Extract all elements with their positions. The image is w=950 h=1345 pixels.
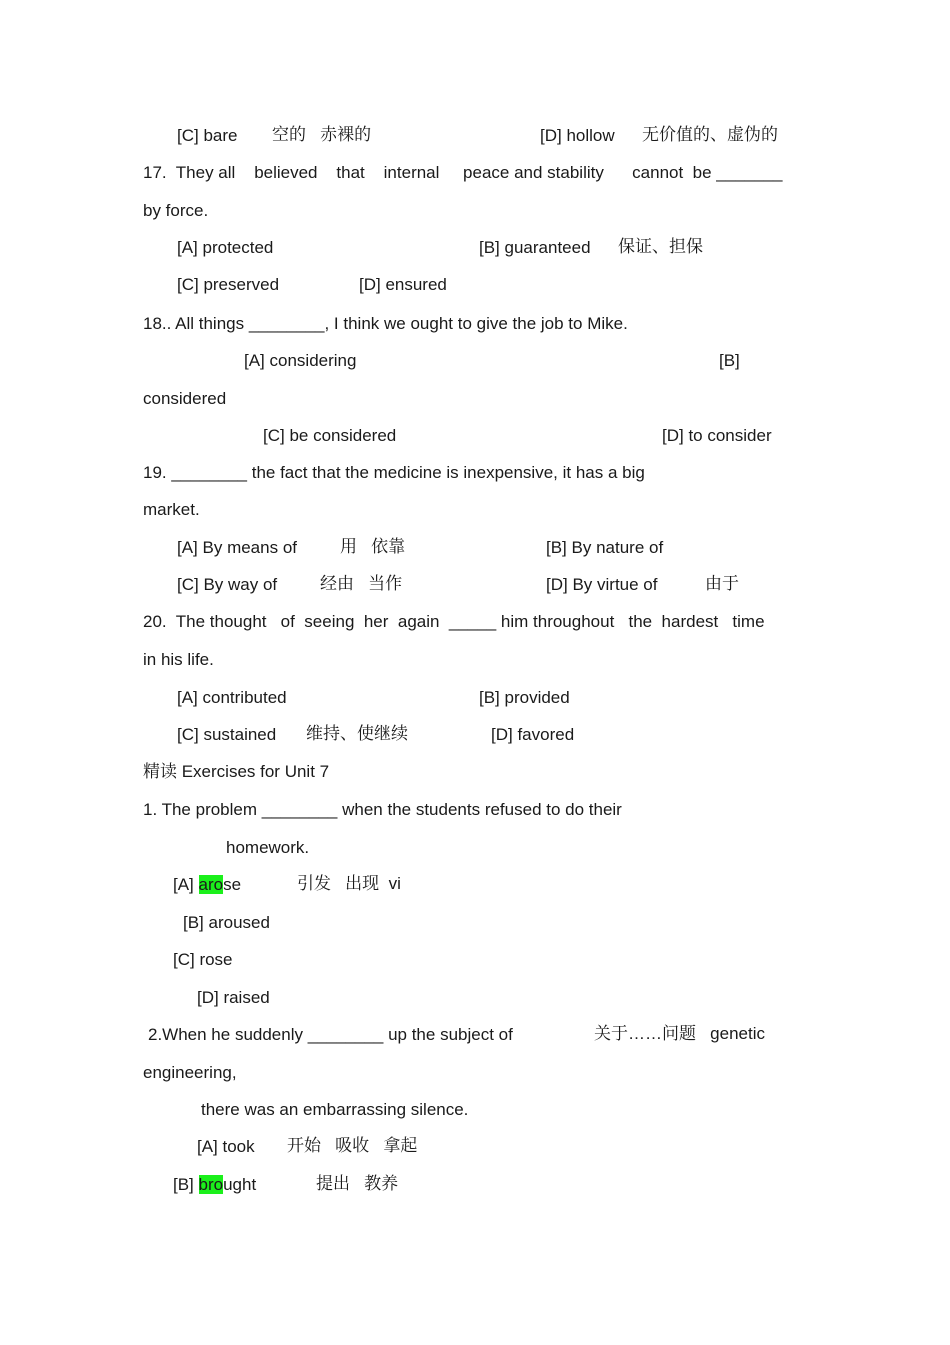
u7-q2-option-a-note: 开始 吸收 拿起 bbox=[287, 1136, 418, 1155]
u7-q2-stem-line1: 2.When he suddenly ________ up the subject of bbox=[148, 1025, 513, 1044]
q19-option-d: [D] By virtue of bbox=[546, 575, 658, 594]
u7-q2-option-a: [A] took bbox=[197, 1137, 255, 1156]
q20-option-b: [B] provided bbox=[479, 688, 570, 707]
u7-q1-option-a bbox=[173, 875, 241, 895]
q19-option-d-note: 由于 bbox=[705, 574, 739, 593]
u7-q1-option-b: [B] aroused bbox=[183, 913, 270, 932]
q17-option-b: [B] guaranteed bbox=[479, 238, 591, 257]
u7-q1-option-a-prefix: [A] bbox=[173, 875, 199, 894]
u7-q1-stem-line1: 1. The problem ________ when the students refused to do their bbox=[143, 800, 622, 819]
u7-q2-stem-line1-note: 关于……问题 genetic bbox=[594, 1024, 765, 1043]
u7-q1-option-d: [D] raised bbox=[197, 988, 270, 1007]
q19-stem-line1: 19. ________ the fact that the medicine is inexpensive, it has a big bbox=[143, 463, 645, 482]
unit7-heading: 精读 Exercises for Unit 7 bbox=[143, 762, 330, 781]
q20-stem-line2: in his life. bbox=[143, 650, 214, 669]
q18-option-d: [D] to consider bbox=[662, 426, 772, 445]
highlight-mark: bro bbox=[198, 1175, 224, 1194]
q19-option-b: [B] By nature of bbox=[546, 538, 664, 557]
highlight-mark: aro bbox=[198, 875, 224, 894]
q17-option-a: [A] protected bbox=[177, 238, 274, 257]
q20-option-c: [C] sustained bbox=[177, 725, 277, 744]
q20-option-d: [D] favored bbox=[491, 725, 575, 744]
q17-stem-line1: 17. They all believed that internal peace and stability cannot be _______ bbox=[143, 163, 783, 182]
u7-q2-option-b-note: 提出 教养 bbox=[316, 1174, 399, 1193]
u7-q2-option-b-prefix: [B] bbox=[173, 1175, 199, 1194]
u7-q2-stem-line3: there was an embarrassing silence. bbox=[201, 1100, 469, 1119]
u7-q2-option-b-rest: ught bbox=[223, 1175, 257, 1194]
q19-option-c: [C] By way of bbox=[177, 575, 278, 594]
q18-option-b-continued: considered bbox=[143, 389, 227, 408]
q17-stem-line2: by force. bbox=[143, 201, 209, 220]
q18-option-c: [C] be considered bbox=[263, 426, 397, 445]
q20-stem-line1: 20. The thought of seeing her again _____ him throughout the hardest time bbox=[143, 612, 765, 631]
q18-option-b: [B] bbox=[719, 351, 740, 370]
u7-q2-option-b bbox=[173, 1175, 256, 1195]
q17-option-d: [D] ensured bbox=[359, 275, 447, 294]
q16-option-d-note: 无价值的、虚伪的 bbox=[642, 125, 778, 144]
q18-stem: 18.. All things ________, I think we ought to give the job to Mike. bbox=[143, 314, 628, 333]
u7-q1-option-a-rest: se bbox=[223, 875, 242, 894]
u7-q1-option-c: [C] rose bbox=[173, 950, 233, 969]
q19-option-a: [A] By means of bbox=[177, 538, 297, 557]
u7-q2-stem-line2: engineering, bbox=[143, 1063, 237, 1082]
q16-option-c: [C] bare bbox=[177, 126, 238, 145]
q18-option-a: [A] considering bbox=[244, 351, 357, 370]
q20-option-c-note: 维持、使继续 bbox=[306, 724, 408, 743]
q19-stem-line2: market. bbox=[143, 500, 200, 519]
q17-option-c: [C] preserved bbox=[177, 275, 280, 294]
q16-option-d: [D] hollow bbox=[540, 126, 615, 145]
u7-q1-option-a-note: 引发 出现 vi bbox=[297, 874, 401, 893]
u7-q1-stem-line2: homework. bbox=[226, 838, 310, 857]
q20-option-a: [A] contributed bbox=[177, 688, 287, 707]
q19-option-c-note: 经由 当作 bbox=[320, 574, 403, 593]
q17-option-b-note: 保证、担保 bbox=[618, 237, 703, 256]
q16-option-c-note: 空的 赤裸的 bbox=[272, 125, 372, 144]
q19-option-a-note: 用 依靠 bbox=[340, 537, 406, 556]
